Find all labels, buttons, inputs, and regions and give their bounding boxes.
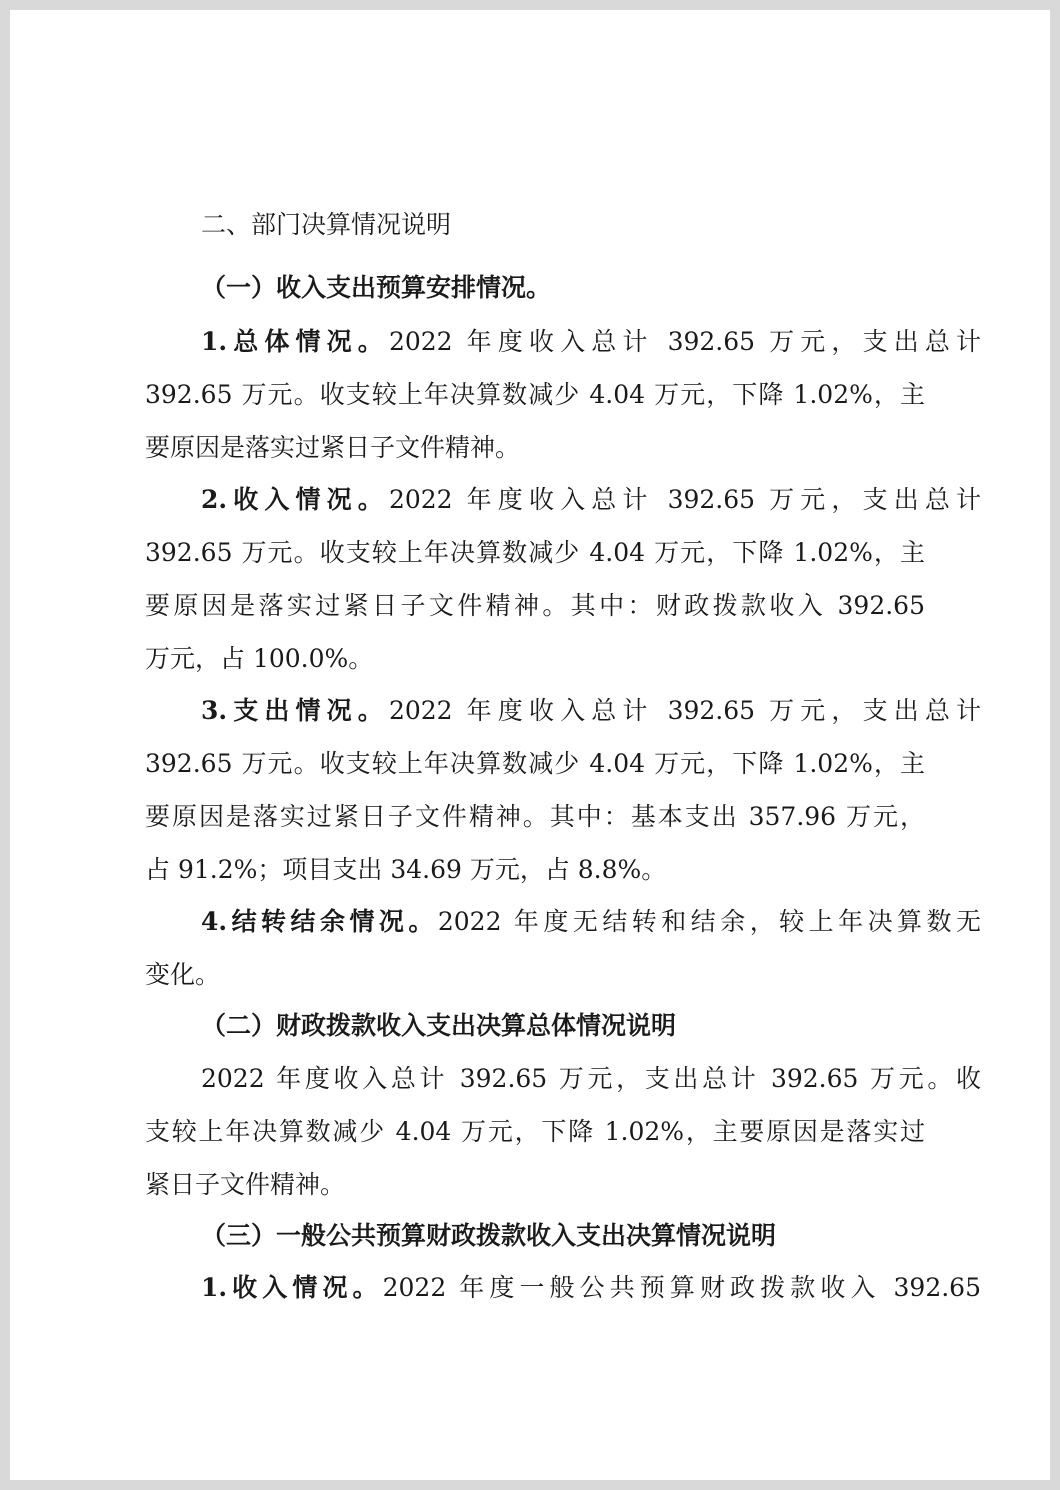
- paragraph-expense-line-4: 占 91.2%；项目支出 34.69 万元，占 8.8%。: [145, 855, 667, 884]
- paragraph-expense-line-1: 3.支出情况。2022 年度收入总计 392.65 万元，支出总计: [201, 696, 981, 725]
- paragraph-fiscal-line-3: 紧日子文件精神。: [145, 1170, 346, 1199]
- paragraph-fiscal-line-2: 支较上年决算数减少 4.04 万元，下降 1.02%，主要原因是落实过: [145, 1117, 925, 1146]
- paragraph-income-lead: 2.收入情况。: [201, 485, 389, 514]
- paragraph-carryover-line-1: 4.结转结余情况。2022 年度无结转和结余，较上年决算数无: [201, 907, 981, 936]
- paragraph-overall-lead: 1.总体情况。: [201, 327, 389, 356]
- paragraph-overall-line-3: 要原因是落实过紧日子文件精神。: [145, 433, 521, 462]
- paragraph-income-line-1: 2.收入情况。2022 年度收入总计 392.65 万元，支出总计: [201, 485, 981, 514]
- paragraph-general-income-line-1: 1.收入情况。2022 年度一般公共预算财政拨款收入 392.65: [201, 1273, 981, 1302]
- paragraph-overall-line-1: 1.总体情况。2022 年度收入总计 392.65 万元，支出总计: [201, 327, 981, 356]
- paragraph-carryover-line-2: 变化。: [145, 960, 221, 989]
- subsection-2-heading: （二）财政拨款收入支出决算总体情况说明: [201, 1011, 677, 1040]
- paragraph-general-income-lead: 1.收入情况。: [201, 1273, 383, 1302]
- paragraph-carryover-lead: 4.结转结余情况。: [201, 907, 438, 936]
- paragraph-fiscal-line-1: 2022 年度收入总计 392.65 万元，支出总计 392.65 万元。收: [201, 1064, 981, 1093]
- paragraph-expense-lead: 3.支出情况。: [201, 696, 389, 725]
- subsection-1-heading: （一）收入支出预算安排情况。: [201, 273, 552, 302]
- section-heading: 二、部门决算情况说明: [201, 210, 452, 239]
- paragraph-income-line-2: 392.65 万元。收支较上年决算数减少 4.04 万元，下降 1.02%，主: [145, 538, 925, 567]
- paragraph-income-line-4: 万元，占 100.0%。: [145, 644, 374, 673]
- document-page: [10, 10, 1050, 1480]
- paragraph-expense-line-2: 392.65 万元。收支较上年决算数减少 4.04 万元，下降 1.02%，主: [145, 749, 925, 778]
- paragraph-expense-line-3: 要原因是落实过紧日子文件精神。其中：基本支出 357.96 万元，: [145, 802, 925, 831]
- paragraph-overall-line-2: 392.65 万元。收支较上年决算数减少 4.04 万元，下降 1.02%，主: [145, 380, 925, 409]
- paragraph-income-line-3: 要原因是落实过紧日子文件精神。其中：财政拨款收入 392.65: [145, 591, 925, 620]
- subsection-3-heading: （三）一般公共预算财政拨款收入支出决算情况说明: [201, 1221, 777, 1250]
